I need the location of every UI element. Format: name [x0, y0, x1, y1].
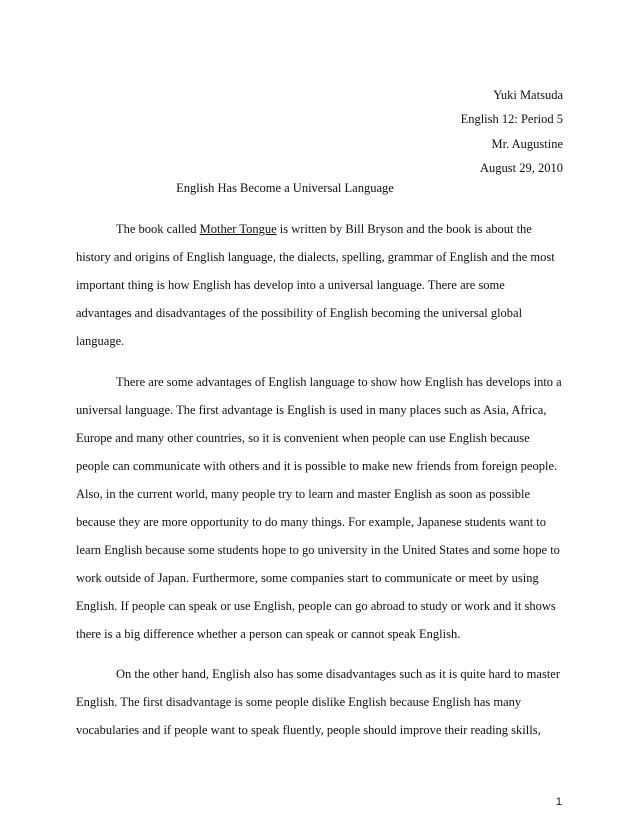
paragraph-line: There are some advantages of English language to show how English has develops into a — [116, 375, 562, 389]
paragraph-line: people can communicate with others and it is possible to make new friends from foreign people. — [76, 459, 558, 473]
paragraph-line: important thing is how English has develop into a universal language. There are some — [76, 278, 505, 292]
teacher-name: Mr. Augustine — [491, 137, 563, 151]
paragraph-line: English. If people can speak or use English, people can go abroad to study or work and it shows — [76, 599, 556, 613]
essay-title: English Has Become a Universal Language — [176, 181, 394, 195]
paragraph-line: there is a big difference whether a person can speak or cannot speak English. — [76, 627, 461, 641]
paragraph-line: history and origins of English language, the dialects, spelling, grammar of English and the most — [76, 250, 555, 264]
page-number: 1 — [555, 796, 562, 808]
paragraph-line: because they are more opportunity to do many things. For example, Japanese students want to — [76, 515, 547, 529]
paragraph-line: vocabularies and if people want to speak fluently, people should improve their reading skills, — [76, 723, 541, 737]
author-name: Yuki Matsuda — [493, 88, 563, 102]
paragraph-line: language. — [76, 334, 125, 348]
paragraph-line: Europe and many other countries, so it is convenient when people can use English because — [76, 431, 530, 445]
paragraph-line: learn English because some students hope to go university in the United States and some hope to — [76, 543, 560, 557]
paragraph-line: work outside of Japan. Furthermore, some companies start to communicate or meet by using — [76, 571, 539, 585]
text-run: The book called — [116, 222, 200, 236]
book-title: Mother Tongue — [199, 222, 277, 236]
course-period: English 12: Period 5 — [460, 112, 563, 126]
paragraph-line: advantages and disadvantages of the possibility of English becoming the universal global — [76, 306, 523, 320]
text-run: is written by Bill Bryson and the book is about the — [276, 222, 532, 236]
paragraph-line: universal language. The first advantage is English is used in many places such as Asia, Africa, — [76, 403, 547, 417]
paragraph-line: On the other hand, English also has some disadvantages such as it is quite hard to master — [116, 667, 561, 681]
date: August 29, 2010 — [480, 161, 563, 175]
paragraph-line: English. The first disadvantage is some people dislike English because English has many — [76, 695, 522, 709]
paragraph-1-line-1 — [116, 222, 532, 236]
paragraph-line: Also, in the current world, many people try to learn and master English as soon as possible — [76, 487, 531, 501]
